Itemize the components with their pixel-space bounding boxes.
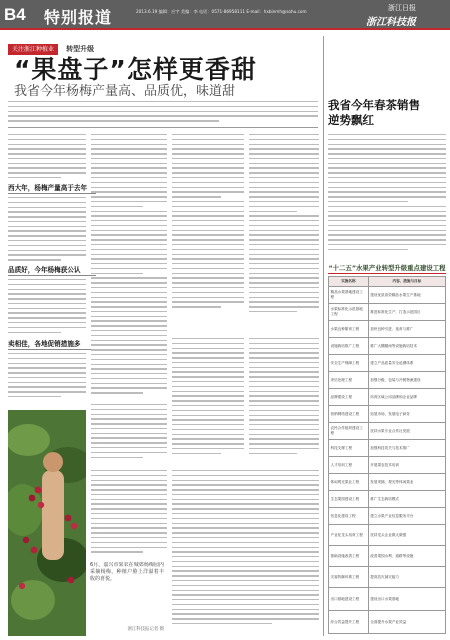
page-header: [0, 0, 450, 30]
brand-name: 浙江日报: [388, 4, 416, 12]
photo-credit: 浙江科技报记者 摄: [127, 627, 164, 632]
project-content-cell: 推广生态栽培模式: [368, 491, 445, 508]
table-row: [329, 406, 446, 423]
project-content-cell: 推广大棚避雨等设施栽培技术: [368, 338, 445, 355]
table-row: [329, 355, 446, 372]
tag-label: 关注浙江种植业: [8, 44, 58, 55]
key-projects-table: [328, 276, 446, 636]
project-name-cell: 出口基地建设工程: [329, 588, 369, 611]
project-content-cell: 开展果农技术培训: [368, 457, 445, 474]
table-row: [329, 611, 446, 634]
project-name-cell: 人才培训工程: [329, 457, 369, 474]
project-name-cell: 灾害防御体系工程: [329, 567, 369, 588]
col3-lower: [172, 338, 244, 464]
project-name-cell: 水果标准化示范基地工程: [329, 304, 369, 321]
project-name-cell: 安全生产保障工程: [329, 355, 369, 372]
col1-text-b: [8, 197, 86, 265]
col2-lower: [91, 404, 167, 464]
project-name-cell: 信息化建设工程: [329, 508, 369, 525]
project-content-cell: 推进标准化生产，打造示范园区: [368, 304, 445, 321]
right-title-line2: 逆势飘红: [328, 113, 374, 127]
project-name-cell: 休闲观光果业工程: [329, 474, 369, 491]
photo-caption: 6月，嘉兴市果农在城郊杨梅园内采摘杨梅，种植户脸上洋溢着丰收的喜悦。: [90, 562, 164, 582]
right-title-line1: 我省今年春茶销售: [328, 98, 420, 112]
project-content-cell: 全面提升水果产业效益: [368, 611, 445, 634]
headline: “果盘子”怎样更香甜: [14, 55, 257, 84]
project-name-cell: 产业化龙头培育工程: [329, 525, 369, 546]
table-row: [329, 457, 446, 474]
col1-text-c: [8, 279, 86, 339]
project-content-cell: 建立产品质量安全追溯体系: [368, 355, 445, 372]
table-header-cell: 内容、措施与目标: [368, 277, 445, 287]
col3-text: [172, 134, 244, 334]
right-article-body: [328, 134, 446, 258]
subheadline: 我省今年杨梅产量高、品质优，味道甜: [14, 84, 236, 99]
table-banner: “十二五”水果产业转型升级重点建设工程: [328, 264, 446, 272]
col2-bottom: [91, 470, 167, 558]
project-name-cell: 营销网络建设工程: [329, 406, 369, 423]
table-row: [329, 338, 446, 355]
table-row: [329, 525, 446, 546]
project-name-cell: 采后处理工程: [329, 372, 369, 389]
project-content-cell: 加强科技攻关与技术推广: [368, 440, 445, 457]
table-row: [329, 474, 446, 491]
project-name-cell: 综合效益提升工程: [329, 611, 369, 634]
table-row: [329, 546, 446, 567]
project-name-cell: 农民合作组织建设工程: [329, 423, 369, 440]
section-heading-3: 卖相佳，各地促销措施多: [8, 340, 108, 350]
project-content-cell: 扶持龙头企业做大做强: [368, 525, 445, 546]
table-row: [329, 287, 446, 304]
column-rule: [323, 36, 324, 636]
table-row: [329, 567, 446, 588]
col2-text: [91, 134, 167, 402]
table-row: [329, 440, 446, 457]
right-article-title: [328, 98, 446, 128]
section-title: 特别报道: [44, 8, 113, 27]
bayberry-photo: [8, 410, 86, 636]
table-row: [329, 389, 446, 406]
table-row: [329, 423, 446, 440]
col4-lower: [249, 338, 319, 464]
col1-text-a: [8, 134, 86, 182]
project-content-cell: 建立水果产业信息服务平台: [368, 508, 445, 525]
project-name-cell: 精品水果基地建设工程: [329, 287, 369, 304]
project-content-cell: 提高抗灾减灾能力: [368, 567, 445, 588]
project-name-cell: 设施栽培推广工程: [329, 338, 369, 355]
project-content-cell: 加强分级、包装与冷链物流建设: [368, 372, 445, 389]
project-content-cell: 加快良种引进、选育与推广: [368, 321, 445, 338]
tag-sub: 转型升级: [66, 45, 95, 53]
project-name-cell: 基础设施改善工程: [329, 546, 369, 567]
project-content-cell: 建设出口水果基地: [368, 588, 445, 611]
masthead-logo: 浙江科技报: [366, 17, 416, 28]
section-heading-2: 品质好，今年杨梅获公认: [8, 266, 96, 276]
table-row: [329, 588, 446, 611]
table-row: [329, 508, 446, 525]
project-content-cell: 改善果园水利、道路等设施: [368, 546, 445, 567]
project-name-cell: 品牌建设工程: [329, 389, 369, 406]
project-content-cell: 扶持水果专业合作社发展: [368, 423, 445, 440]
intro-columns: [8, 101, 318, 125]
table-header-row: [329, 277, 446, 287]
project-name-cell: 科技支撑工程: [329, 440, 369, 457]
tag-bar: [8, 36, 95, 53]
project-content-cell: 建设优质高效精品水果生产基地: [368, 287, 445, 304]
col4-text: [249, 134, 319, 334]
project-name-cell: 生态果园建设工程: [329, 491, 369, 508]
table-row: [329, 372, 446, 389]
project-name-cell: 水果良种繁育工程: [329, 321, 369, 338]
header-meta: 2013.6.19 编辑：应宇 美编：李 电话：0571-86958111 E-mail：hxbinmh@sohu.com: [136, 9, 307, 14]
column-divider-top: [8, 127, 318, 128]
col1-text-d: [8, 353, 86, 401]
table-row: [329, 321, 446, 338]
table-row: [329, 491, 446, 508]
project-content-cell: 拓展市场，发展电子商务: [368, 406, 445, 423]
table-row: [329, 304, 446, 321]
page-code: B4: [4, 5, 26, 24]
project-content-cell: 培育区域公用品牌和企业品牌: [368, 389, 445, 406]
project-content-cell: 发展采摘、观光等休闲果业: [368, 474, 445, 491]
table-header-cell: 实施名称: [329, 277, 369, 287]
section-heading-1: 西大年，杨梅产量高于去年: [8, 184, 96, 194]
col-lower-right-text: [172, 470, 319, 630]
